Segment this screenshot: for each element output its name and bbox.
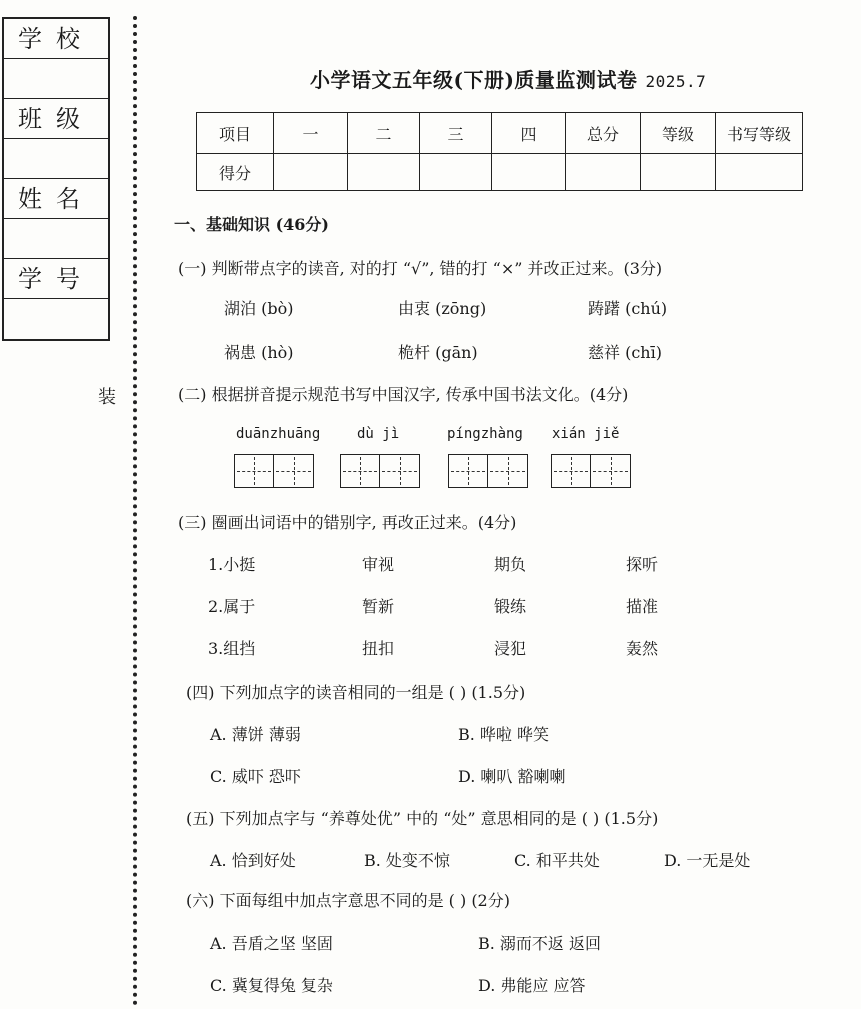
q1-item: 踌躇 (chú) [588, 299, 668, 318]
question-2-title: (二) 根据拼音提示规范书写中国汉字, 传承中国书法文化。(4分) [178, 385, 629, 404]
q3-word: 暂新 [362, 597, 395, 616]
score-table [196, 112, 803, 191]
q3-word: 轰然 [626, 639, 659, 658]
q3-word: 描准 [626, 597, 659, 616]
q5-option[interactable]: C. 和平共处 [514, 851, 600, 870]
q4-option[interactable]: D. 喇叭 豁喇喇 [458, 767, 566, 786]
writing-grid[interactable] [448, 454, 528, 488]
q4-option[interactable]: C. 威吓 恐吓 [210, 767, 301, 786]
pinyin-prompt: xián jiě [552, 426, 620, 442]
section-heading: 一、基础知识 (46分) [174, 215, 329, 234]
class-field[interactable] [4, 139, 108, 179]
q3-word: 3.组挡 [208, 639, 256, 658]
name-label: 姓名 [4, 179, 108, 219]
question-4-title: (四) 下列加点字的读音相同的一组是 ( ) (1.5分) [186, 683, 526, 702]
student-id-field[interactable] [4, 299, 108, 339]
q3-word: 1.小挺 [208, 555, 256, 574]
question-3-title: (三) 圈画出词语中的错别字, 再改正过来。(4分) [178, 513, 517, 532]
school-label: 学校 [4, 19, 108, 59]
q4-option[interactable]: A. 薄饼 薄弱 [210, 725, 301, 744]
q3-word: 探听 [626, 555, 659, 574]
student-id-label: 学号 [4, 259, 108, 299]
q3-word: 锻练 [494, 597, 527, 616]
table-header-cell: 书写等级 [716, 113, 803, 154]
table-header-cell: 等级 [641, 113, 716, 154]
score-cell-total[interactable] [566, 154, 641, 191]
q3-word: 期负 [494, 555, 527, 574]
table-header-cell: 三 [420, 113, 492, 154]
table-header-cell: 一 [274, 113, 348, 154]
exam-date: 2025.7 [645, 72, 707, 91]
score-cell-3[interactable] [420, 154, 492, 191]
q4-option[interactable]: B. 哗啦 哗笑 [458, 725, 550, 744]
q1-item: 慈祥 (chī) [588, 343, 662, 362]
score-cell-2[interactable] [348, 154, 420, 191]
exam-title: 小学语文五年级(下册)质量监测试卷 [310, 68, 638, 92]
table-header-cell: 四 [492, 113, 566, 154]
q3-word: 扭扣 [362, 639, 395, 658]
question-1-title: (一) 判断带点字的读音, 对的打 “√”, 错的打 “×” 并改正过来。(3分) [178, 259, 663, 278]
q6-option[interactable]: D. 弗能应 应答 [478, 976, 586, 995]
pinyin-prompt: duānzhuāng [236, 426, 321, 442]
student-info-box [2, 17, 110, 341]
q3-word: 审视 [362, 555, 395, 574]
q1-item: 由衷 (zōng) [398, 299, 487, 318]
table-header-cell: 二 [348, 113, 420, 154]
page-title [310, 64, 706, 93]
q6-option[interactable]: B. 溺而不返 返回 [478, 934, 602, 953]
pinyin-prompt: píngzhàng [447, 426, 523, 442]
score-cell-4[interactable] [492, 154, 566, 191]
class-label: 班级 [4, 99, 108, 139]
table-header-cell: 总分 [566, 113, 641, 154]
q6-option[interactable]: A. 吾盾之坚 坚固 [210, 934, 333, 953]
table-header-cell: 项目 [197, 113, 274, 154]
q5-option[interactable]: D. 一无是处 [664, 851, 751, 870]
binding-mark: 装 [98, 387, 116, 408]
school-field[interactable] [4, 59, 108, 99]
pinyin-prompt: dù jì [357, 426, 400, 442]
score-cell-1[interactable] [274, 154, 348, 191]
writing-grid[interactable] [234, 454, 314, 488]
q3-word: 浸犯 [494, 639, 527, 658]
binding-dotted-line [133, 16, 137, 1006]
q1-item: 湖泊 (bò) [224, 299, 294, 318]
q1-item: 桅杆 (gān) [398, 343, 478, 362]
question-6-title: (六) 下面每组中加点字意思不同的是 ( ) (2分) [186, 891, 510, 910]
q6-option[interactable]: C. 冀复得兔 复杂 [210, 976, 333, 995]
score-cell-grade[interactable] [641, 154, 716, 191]
name-field[interactable] [4, 219, 108, 259]
q5-option[interactable]: B. 处变不惊 [364, 851, 450, 870]
writing-grid[interactable] [340, 454, 420, 488]
question-5-title: (五) 下列加点字与 “养尊处优” 中的 “处” 意思相同的是 ( ) (1.5分) [186, 809, 659, 828]
writing-grid[interactable] [551, 454, 631, 488]
score-cell-writing[interactable] [716, 154, 803, 191]
table-row-label: 得分 [197, 154, 274, 191]
q1-item: 祸患 (hò) [224, 343, 294, 362]
q5-option[interactable]: A. 恰到好处 [210, 851, 296, 870]
q3-word: 2.属于 [208, 597, 256, 616]
